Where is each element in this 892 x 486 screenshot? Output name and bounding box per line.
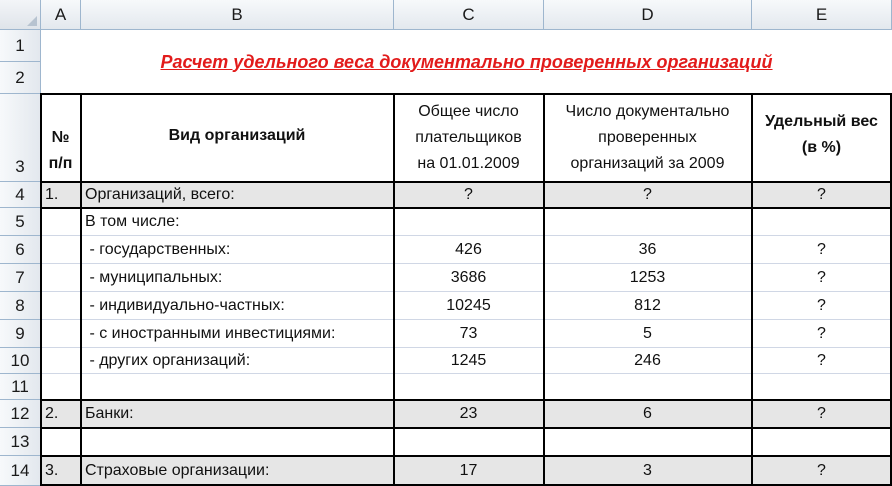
cell-b10[interactable] — [81, 348, 394, 374]
cell-e11[interactable] — [752, 374, 892, 400]
cell-c7[interactable] — [394, 264, 544, 292]
row-header-5[interactable]: 5 — [0, 208, 41, 236]
header-cell-number[interactable] — [41, 94, 81, 182]
header-cell-checked-orgs[interactable] — [544, 94, 752, 182]
header-org-type-label: Вид организаций — [168, 126, 306, 144]
header-total-payers-line1: Общее число — [418, 102, 519, 120]
cell-b12-value: Банки: — [85, 404, 134, 422]
sheet-title: Расчет удельного веса документально проверенных организаций — [160, 51, 773, 72]
header-share-label — [765, 109, 878, 161]
row-header-14[interactable]: 14 — [0, 456, 41, 486]
cell-d10[interactable] — [544, 348, 752, 374]
cell-b12[interactable] — [81, 400, 394, 428]
row-header-6[interactable]: 6 — [0, 236, 41, 264]
cell-e8-value: ? — [817, 296, 826, 314]
cell-e7[interactable] — [752, 264, 892, 292]
header-total-payers-line2: плательщиков — [415, 128, 522, 146]
cell-a12-value: 2. — [45, 404, 59, 422]
header-number-label — [49, 99, 73, 177]
header-share-line1: Удельный вес — [765, 112, 878, 130]
cell-d13[interactable] — [544, 428, 752, 456]
header-cell-share[interactable] — [752, 94, 892, 182]
header-share-line2: (в %) — [801, 138, 842, 156]
header-bottom-border — [40, 181, 892, 183]
cell-e13[interactable] — [752, 428, 892, 456]
column-header-b[interactable]: B — [81, 0, 394, 30]
cell-c4-value: ? — [464, 185, 473, 203]
cell-b7[interactable] — [81, 264, 394, 292]
cell-a10[interactable] — [41, 348, 81, 374]
cell-b6-value: - государственных: — [85, 240, 231, 258]
column-header-a[interactable]: A — [41, 0, 81, 30]
cell-e9-value: ? — [817, 324, 826, 342]
cell-b8[interactable] — [81, 292, 394, 320]
header-total-payers-label — [415, 99, 521, 177]
select-all-corner[interactable] — [0, 0, 41, 30]
row-header-11[interactable]: 11 — [0, 374, 41, 400]
row-header-8[interactable]: 8 — [0, 292, 41, 320]
cell-e4-value: ? — [817, 185, 826, 203]
row4-bottom-border — [40, 207, 892, 209]
header-cell-org-type[interactable] — [81, 94, 394, 182]
cell-b10-value: - других организаций: — [85, 351, 251, 369]
cell-b13[interactable] — [81, 428, 394, 456]
cell-d12[interactable] — [544, 400, 752, 428]
row-header-1[interactable]: 1 — [0, 30, 41, 62]
cell-d7-value: 1253 — [629, 268, 666, 286]
cell-d4[interactable] — [544, 182, 752, 208]
cell-d14-value: 3 — [643, 461, 652, 479]
cell-c9[interactable] — [394, 320, 544, 348]
cell-b5-value: В том числе: — [85, 212, 180, 230]
cell-b5[interactable] — [81, 208, 394, 236]
cell-e6[interactable] — [752, 236, 892, 264]
cell-d4-value: ? — [643, 185, 652, 203]
cell-d5[interactable] — [544, 208, 752, 236]
column-header-c[interactable]: C — [394, 0, 544, 30]
cell-a13[interactable] — [41, 428, 81, 456]
cell-d14[interactable] — [544, 456, 752, 486]
header-cell-total-payers[interactable] — [394, 94, 544, 182]
cell-c7-value: 3686 — [450, 268, 487, 286]
cell-c6[interactable] — [394, 236, 544, 264]
cell-c8[interactable] — [394, 292, 544, 320]
cell-d8[interactable] — [544, 292, 752, 320]
cell-e12-value: ? — [817, 404, 826, 422]
cell-e10[interactable] — [752, 348, 892, 374]
cell-e4[interactable] — [752, 182, 892, 208]
cell-c9-value: 73 — [459, 324, 478, 342]
cell-c12[interactable] — [394, 400, 544, 428]
cell-d12-value: 6 — [643, 404, 652, 422]
cell-c14[interactable] — [394, 456, 544, 486]
cell-a9[interactable] — [41, 320, 81, 348]
cell-e10-value: ? — [817, 351, 826, 369]
row-header-2[interactable]: 2 — [0, 62, 41, 94]
row12-bottom-border — [40, 427, 892, 429]
row-header-4[interactable]: 4 — [0, 182, 41, 208]
cell-a4[interactable] — [41, 182, 81, 208]
cell-e14-value: ? — [817, 461, 826, 479]
cell-a4-value: 1. — [45, 185, 59, 203]
row-header-7[interactable]: 7 — [0, 264, 41, 292]
cell-b14-value: Страховые организации: — [85, 461, 270, 479]
row-header-13[interactable]: 13 — [0, 428, 41, 456]
cell-b8-value: - индивидуально-частных: — [85, 296, 285, 314]
cell-a5[interactable] — [41, 208, 81, 236]
cell-e12[interactable] — [752, 400, 892, 428]
cell-e9[interactable] — [752, 320, 892, 348]
header-checked-orgs-line1: Число документально — [565, 102, 730, 120]
cell-d11[interactable] — [544, 374, 752, 400]
header-checked-orgs-label — [566, 99, 730, 177]
header-checked-orgs-line3: организаций за 2009 — [570, 154, 725, 172]
cell-a6[interactable] — [41, 236, 81, 264]
cell-d6[interactable] — [544, 236, 752, 264]
column-header-e[interactable]: E — [752, 0, 892, 30]
cell-e7-value: ? — [817, 268, 826, 286]
cell-b4[interactable] — [81, 182, 394, 208]
cell-b4-value: Организаций, всего: — [85, 185, 235, 203]
cell-e6-value: ? — [817, 240, 826, 258]
cell-d10-value: 246 — [634, 351, 661, 369]
cell-a12[interactable] — [41, 400, 81, 428]
header-number-line1: № — [51, 128, 70, 146]
row-header-10[interactable]: 10 — [0, 348, 41, 374]
column-header-d[interactable]: D — [544, 0, 752, 30]
cell-c8-value: 10245 — [446, 296, 491, 314]
cell-d9[interactable] — [544, 320, 752, 348]
cell-a8[interactable] — [41, 292, 81, 320]
cell-b9[interactable] — [81, 320, 394, 348]
row-header-9[interactable]: 9 — [0, 320, 41, 348]
cell-d7[interactable] — [544, 264, 752, 292]
cell-b14[interactable] — [81, 456, 394, 486]
title-cell[interactable] — [41, 30, 892, 94]
cell-c10-value: 1245 — [450, 351, 487, 369]
cell-a14[interactable] — [41, 456, 81, 486]
cell-d6-value: 36 — [638, 240, 657, 258]
row13-bottom-border — [40, 455, 892, 457]
cell-c4[interactable] — [394, 182, 544, 208]
cell-c11[interactable] — [394, 374, 544, 400]
cell-a7[interactable] — [41, 264, 81, 292]
cell-c5[interactable] — [394, 208, 544, 236]
header-total-payers-line3: на 01.01.2009 — [417, 154, 520, 172]
cell-c13[interactable] — [394, 428, 544, 456]
cell-c6-value: 426 — [455, 240, 482, 258]
cell-e5[interactable] — [752, 208, 892, 236]
cell-c14-value: 17 — [459, 461, 478, 479]
row-header-3[interactable]: 3 — [0, 94, 41, 182]
row11-bottom-border — [40, 399, 892, 401]
cell-a11[interactable] — [41, 374, 81, 400]
row-header-12[interactable]: 12 — [0, 400, 41, 428]
header-number-line2: п/п — [48, 154, 73, 172]
cell-b6[interactable] — [81, 236, 394, 264]
cell-c10[interactable] — [394, 348, 544, 374]
cell-d8-value: 812 — [634, 296, 661, 314]
cell-b11[interactable] — [81, 374, 394, 400]
cell-c12-value: 23 — [459, 404, 478, 422]
cell-b9-value: - с иностранными инвестициями: — [85, 324, 336, 342]
cell-d9-value: 5 — [643, 324, 652, 342]
cell-e14[interactable] — [752, 456, 892, 486]
cell-e8[interactable] — [752, 292, 892, 320]
cell-a14-value: 3. — [45, 461, 59, 479]
cell-b7-value: - муниципальных: — [85, 268, 223, 286]
header-checked-orgs-line2: проверенных — [598, 128, 697, 146]
